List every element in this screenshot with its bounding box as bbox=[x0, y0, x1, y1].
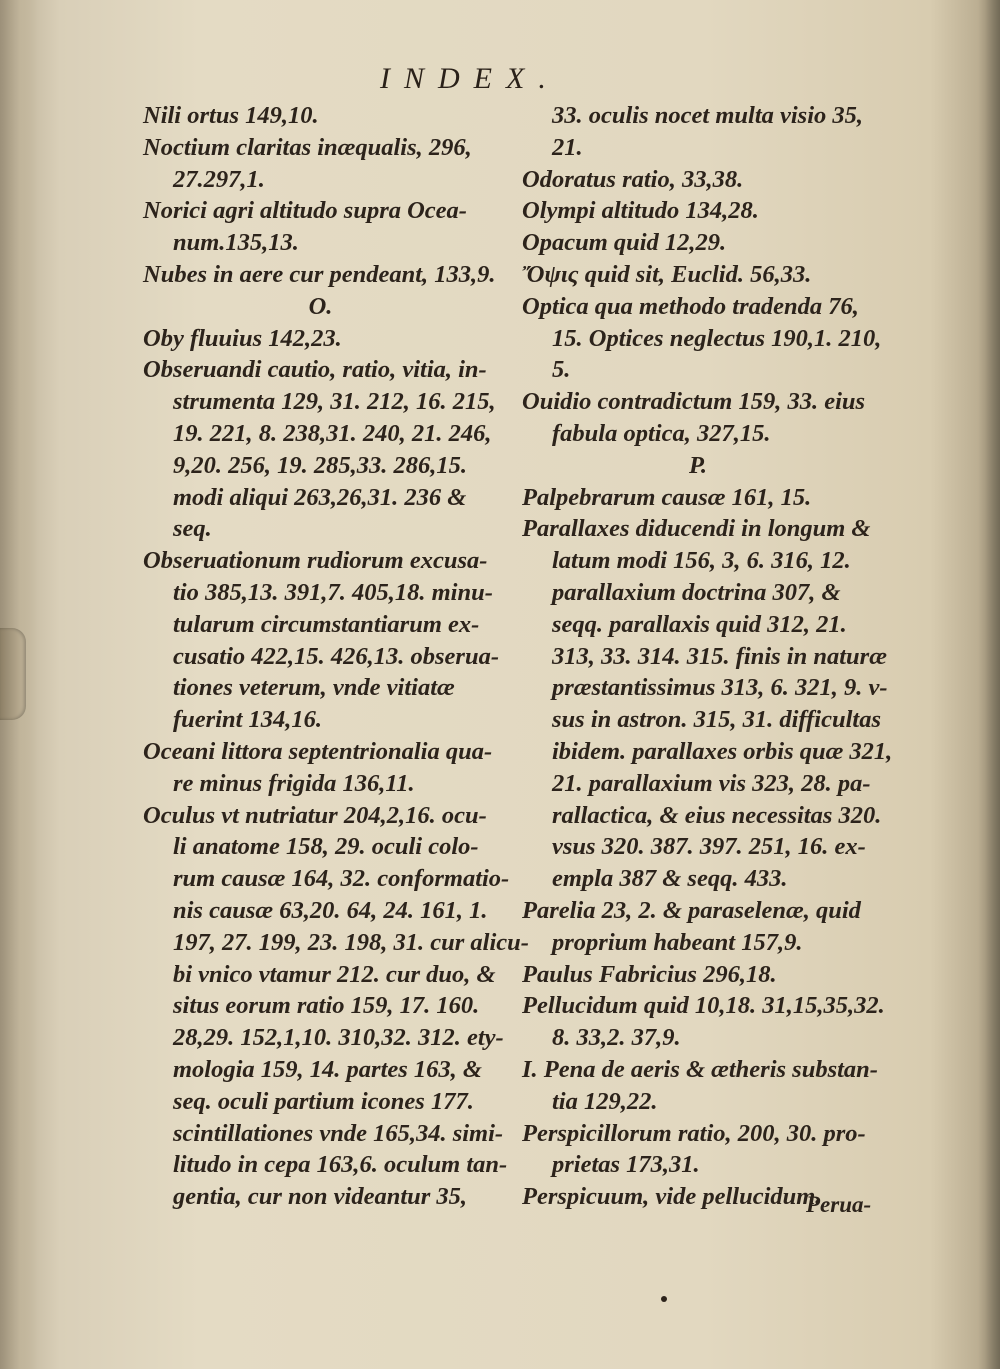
index-entry-line: nis causæ 63,20. 64, 24. 161, 1. bbox=[173, 896, 488, 924]
index-entry-line: Oceani littora septentrionalia qua- bbox=[143, 737, 493, 765]
index-entry-line: vsus 320. 387. 397. 251, 16. ex- bbox=[552, 833, 866, 861]
index-entry-line: Nubes in aere cur pendeant, 133,9. bbox=[143, 260, 496, 288]
index-entry-line: fabula optica, 327,15. bbox=[552, 419, 771, 447]
index-entry-line: ibidem. parallaxes orbis quæ 321, bbox=[552, 737, 893, 765]
index-column-right bbox=[522, 100, 894, 1213]
index-column-left bbox=[143, 100, 529, 1213]
index-entry-line: rallactica, & eius necessitas 320. bbox=[552, 801, 882, 829]
index-entry-line: præstantissimus 313, 6. 321, 9. v- bbox=[552, 674, 888, 702]
index-entry-line: gentia, cur non videantur 35, bbox=[173, 1183, 468, 1211]
index-entry-line: Parallaxes diducendi in longum & bbox=[522, 515, 871, 543]
index-entry-line: seqq. parallaxis quid 312, 21. bbox=[552, 610, 847, 638]
index-entry-line: seq. oculi partium icones 177. bbox=[173, 1087, 474, 1115]
index-entry-line: num.135,13. bbox=[173, 229, 299, 257]
index-entry-line: litudo in cepa 163,6. oculum tan- bbox=[173, 1151, 508, 1179]
index-entry-line: parallaxium doctrina 307, & bbox=[552, 578, 841, 606]
index-entry-line: Norici agri altitudo supra Ocea- bbox=[143, 197, 467, 225]
index-entry-line: 8. 33,2. 37,9. bbox=[552, 1024, 681, 1052]
index-entry-line: tiones veterum, vnde vitiatæ bbox=[173, 674, 455, 702]
index-entry-line: Obseruandi cautio, ratio, vitia, in- bbox=[143, 356, 487, 384]
index-entry-line: Ouidio contradictum 159, 33. eius bbox=[522, 388, 866, 416]
index-entry-line: 5. bbox=[552, 356, 571, 384]
index-section-letter: O. bbox=[308, 292, 333, 320]
index-entry-line: scintillationes vnde 165,34. simi- bbox=[173, 1119, 504, 1147]
index-entry-line: Opacum quid 12,29. bbox=[522, 229, 727, 257]
index-entry-line: mologia 159, 14. partes 163, & bbox=[173, 1055, 482, 1083]
ink-dot bbox=[661, 1296, 667, 1302]
index-entry-line: Odoratus ratio, 33,38. bbox=[522, 165, 744, 193]
index-entry-line: Parelia 23, 2. & paraselenæ, quid bbox=[522, 896, 861, 924]
index-entry-line: 28,29. 152,1,10. 310,32. 312. ety- bbox=[173, 1024, 504, 1052]
index-entry-line: situs eorum ratio 159, 17. 160. bbox=[173, 992, 480, 1020]
index-entry-line: Oculus vt nutriatur 204,2,16. ocu- bbox=[143, 801, 487, 829]
index-entry-line: Noctium claritas inæqualis, 296, bbox=[143, 133, 472, 161]
running-header: INDEX. bbox=[380, 62, 560, 95]
index-entry-line: 19. 221, 8. 238,31. 240, 21. 246, bbox=[173, 419, 492, 447]
index-entry-line: Obseruationum rudiorum excusa- bbox=[143, 547, 488, 575]
page-fore-edge bbox=[978, 0, 1000, 1369]
index-entry-line: 21. bbox=[552, 133, 583, 161]
index-entry-line: I. Pena de aeris & ætheris substan- bbox=[522, 1055, 878, 1083]
index-entry-line: 9,20. 256, 19. 285,33. 286,15. bbox=[173, 451, 467, 479]
index-entry-line: rum causæ 164, 32. conformatio- bbox=[173, 865, 510, 893]
index-entry-line: re minus frigida 136,11. bbox=[173, 769, 415, 797]
index-entry-line: 33. oculis nocet multa visio 35, bbox=[552, 102, 864, 129]
index-entry-line: fuerint 134,16. bbox=[173, 706, 323, 734]
index-entry-line: prietas 173,31. bbox=[552, 1151, 700, 1179]
index-entry-line: Pellucidum quid 10,18. 31,15,35,32. bbox=[522, 992, 885, 1020]
index-entry-line: latum modi 156, 3, 6. 316, 12. bbox=[552, 547, 851, 575]
binding-clasp bbox=[0, 628, 26, 720]
index-entry-line: 197, 27. 199, 23. 198, 31. cur alicu- bbox=[173, 928, 529, 956]
index-entry-line: Perspicillorum ratio, 200, 30. pro- bbox=[522, 1119, 866, 1147]
catchword: Perua- bbox=[806, 1192, 872, 1217]
index-entry-line: Ὄψις quid sit, Euclid. 56,33. bbox=[522, 260, 812, 288]
index-entry-line: strumenta 129, 31. 212, 16. 215, bbox=[173, 388, 496, 416]
index-entry-line: 21. parallaxium vis 323, 28. pa- bbox=[552, 769, 871, 797]
index-entry-line: empla 387 & seqq. 433. bbox=[552, 865, 788, 893]
index-entry-line: sus in astron. 315, 31. difficultas bbox=[552, 706, 882, 734]
index-entry-line: proprium habeant 157,9. bbox=[552, 928, 803, 956]
index-entry-line: Oby fluuius 142,23. bbox=[143, 324, 342, 352]
index-entry-line: tio 385,13. 391,7. 405,18. minu- bbox=[173, 578, 493, 606]
index-entry-line: 313, 33. 314. 315. finis in naturæ bbox=[552, 642, 887, 670]
index-entry-line: cusatio 422,15. 426,13. obserua- bbox=[173, 642, 500, 670]
index-entry-line: li anatome 158, 29. oculi colo- bbox=[173, 833, 479, 861]
index-entry-line: Olympi altitudo 134,28. bbox=[522, 197, 759, 225]
index-section-letter: P. bbox=[689, 451, 707, 479]
index-entry-line: Optica qua methodo tradenda 76, bbox=[522, 292, 859, 320]
index-entry-line: 15. Optices neglectus 190,1. 210, bbox=[552, 324, 882, 352]
index-entry-line: Nili ortus 149,10. bbox=[143, 102, 319, 129]
index-entry-line: Palpebrarum causæ 161, 15. bbox=[522, 483, 812, 511]
index-entry-line: tularum circumstantiarum ex- bbox=[173, 610, 480, 638]
index-entry-line: 27.297,1. bbox=[173, 165, 265, 193]
index-entry-line: bi vnico vtamur 212. cur duo, & bbox=[173, 960, 496, 988]
index-entry-line: seq. bbox=[173, 515, 212, 543]
index-entry-line: Paulus Fabricius 296,18. bbox=[522, 960, 777, 988]
index-entry-line: modi aliqui 263,26,31. 236 & bbox=[173, 483, 467, 511]
index-entry-line: tia 129,22. bbox=[552, 1087, 658, 1115]
index-entry-line: Perspicuum, vide pellucidum. bbox=[522, 1183, 822, 1211]
